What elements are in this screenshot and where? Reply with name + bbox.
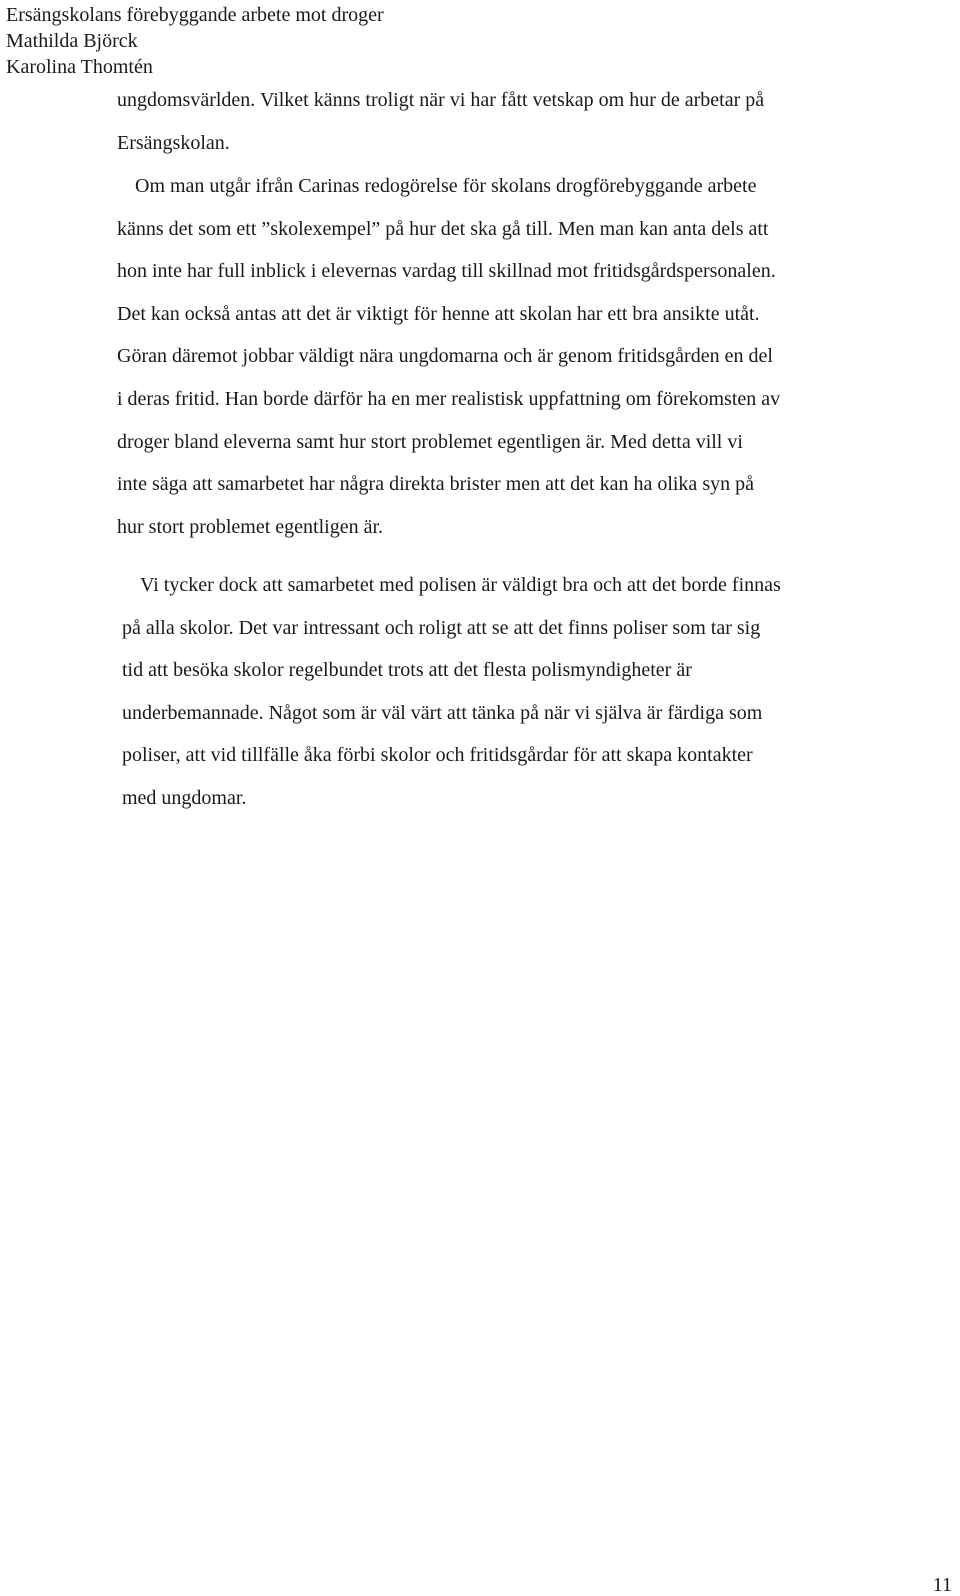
text-line: Ersängskolan. — [117, 131, 230, 154]
document-header — [6, 2, 384, 80]
text-line: känns det som ett ”skolexempel” på hur det ska gå till. Men man kan anta dels att — [117, 217, 769, 240]
text-line: inte säga att samarbetet har några direkta brister men att det kan ha olika syn på — [117, 473, 754, 496]
text-line: Göran däremot jobbar väldigt nära ungdomarna och är genom fritidsgården en del — [117, 345, 773, 368]
paragraph-police-cooperation — [122, 564, 954, 820]
text-line: i deras fritid. Han borde därför ha en mer realistisk uppfattning om förekomsten av — [117, 387, 781, 410]
author-name: Mathilda Björck — [6, 30, 138, 52]
text-line: Vi tycker dock att samarbetet med polisen är väldigt bra och att det borde finnas — [140, 574, 781, 596]
text-line: hur stort problemet egentligen är. — [117, 515, 384, 538]
text-line: tid att besöka skolor regelbundet trots att det flesta polismyndigheter är — [122, 659, 692, 682]
text-line: ungdomsvärlden. Vilket känns troligt när vi har fått vetskap om hur de arbetar på — [117, 89, 765, 111]
text-line: hon inte har full inblick i elevernas vardag till skillnad mot fritidsgårdspersonalen. — [117, 260, 776, 283]
text-line: underbemannade. Något som är väl värt att tänka på när vi själva är färdiga som — [122, 701, 763, 724]
text-line: poliser, att vid tillfälle åka förbi skolor och fritidsgårdar för att skapa kontakter — [122, 744, 753, 767]
text-line: på alla skolor. Det var intressant och roligt att se att det finns poliser som tar sig — [122, 616, 761, 639]
page-number: 11 — [932, 1574, 952, 1596]
document-title: Ersängskolans förebyggande arbete mot droger — [6, 4, 384, 26]
paragraph-continuation — [117, 79, 949, 164]
paragraph-school-analysis — [117, 165, 949, 548]
text-line: Det kan också antas att det är viktigt för henne att skolan har ett bra ansikte utåt. — [117, 302, 760, 325]
text-line: med ungdomar. — [122, 786, 247, 809]
author-name: Karolina Thomtén — [6, 56, 153, 78]
text-line: Om man utgår ifrån Carinas redogörelse för skolans drogförebyggande arbete — [135, 175, 757, 197]
text-line: droger bland eleverna samt hur stort problemet egentligen är. Med detta vill vi — [117, 430, 743, 453]
